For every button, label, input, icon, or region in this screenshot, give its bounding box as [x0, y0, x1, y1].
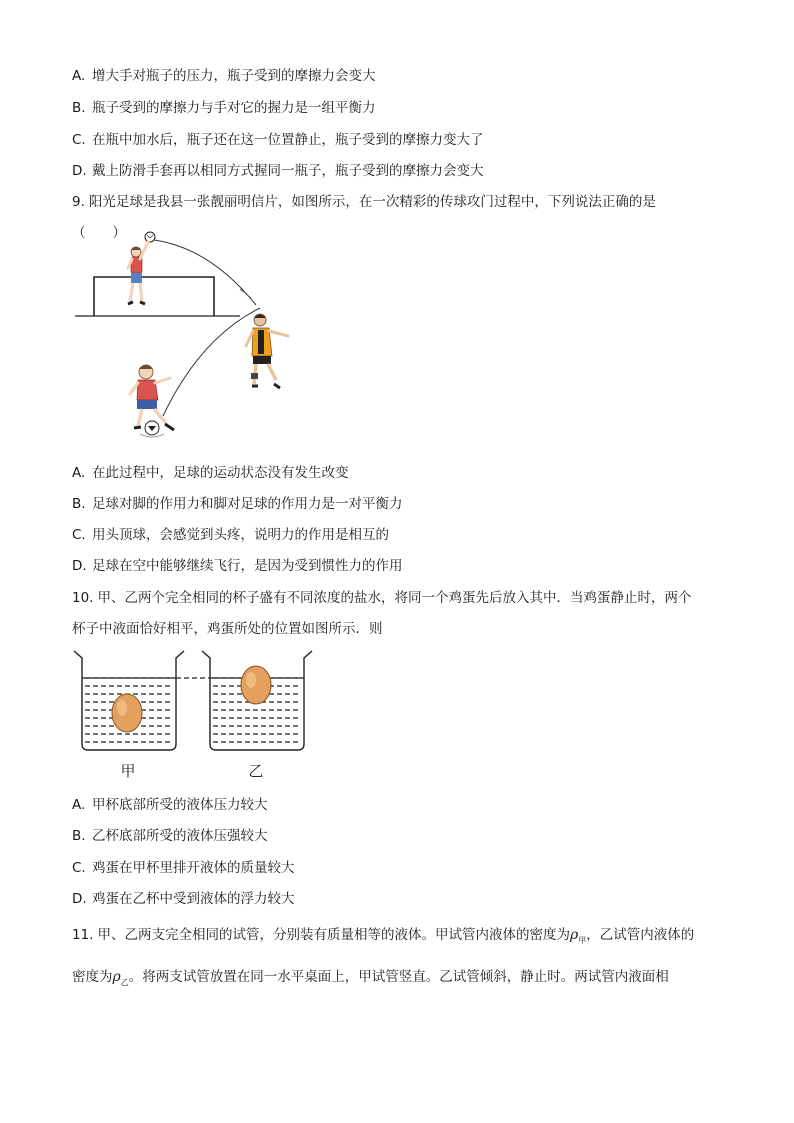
option-text: 鸡蛋在甲杯里排开液体的质量较大 [92, 860, 295, 876]
question-text: 。将两支试管放置在同一水平桌面上，甲试管竖直。乙试管倾斜，静止时。两试管内液面相 [128, 969, 669, 985]
beaker-yi [202, 651, 312, 750]
question-text: 密度为 [72, 969, 113, 985]
q8-option-a [72, 67, 376, 85]
option-text: 甲杯底部所受的液体压力较大 [92, 797, 268, 813]
option-text: 足球在空中能够继续飞行，是因为受到惯性力的作用 [92, 558, 403, 574]
question-number: 9. [72, 194, 85, 210]
option-text: 乙杯底部所受的液体压强较大 [92, 828, 268, 844]
density-symbol-jia: $\rho_甲$ [569, 927, 587, 945]
header-player-figure [246, 314, 288, 388]
q9-option-a [72, 464, 349, 482]
option-letter: D. [72, 163, 87, 179]
option-letter: A. [72, 465, 86, 481]
goal-frame [94, 277, 214, 316]
density-symbol-yi: $\rho_乙$ [112, 969, 129, 987]
q10-stem-line1 [72, 589, 691, 607]
option-letter: B. [72, 496, 86, 512]
question-text: 甲、乙两个完全相同的杯子盛有不同浓度的盐水，将同一个鸡蛋先后放入其中．当鸡蛋静止时，两个 [97, 590, 692, 606]
option-letter: A. [72, 797, 86, 813]
beaker-label-yi: 乙 [248, 762, 264, 780]
option-text: 鸡蛋在乙杯中受到液体的浮力较大 [92, 891, 295, 907]
option-letter: B. [72, 828, 86, 844]
option-text: 足球对脚的作用力和脚对足球的作用力是一对平衡力 [92, 496, 403, 512]
question-text: ，乙试管内液体的 [586, 927, 695, 943]
q9-option-b [72, 495, 403, 513]
trajectory-pass [163, 308, 260, 416]
q10-option-a [72, 796, 268, 814]
beakers-figure [70, 648, 320, 782]
question-number: 10. [72, 590, 94, 606]
soccer-figure [70, 228, 320, 440]
option-letter: D. [72, 558, 87, 574]
option-text: 瓶子受到的摩擦力与手对它的握力是一组平衡力 [92, 100, 376, 116]
q9-stem [72, 193, 656, 211]
option-text: 在瓶中加水后，瓶子还在这一位置静止，瓶子受到的摩擦力变大了 [92, 132, 484, 148]
q10-option-b [72, 827, 268, 845]
q9-option-c [72, 526, 389, 544]
q10-stem-line2: 杯子中液面恰好相平，鸡蛋所处的位置如图所示．则 [72, 621, 383, 637]
beaker-jia [74, 651, 184, 750]
option-text: 增大手对瓶子的压力，瓶子受到的摩擦力会变大 [92, 68, 376, 84]
beaker-label-jia: 甲 [120, 762, 136, 780]
question-text: 阳光足球是我县一张靓丽明信片，如图所示，在一次精彩的传球攻门过程中，下列说法正确的是 [88, 194, 656, 210]
q10-option-c [72, 859, 295, 877]
option-text: 用头顶球，会感觉到头疼，说明力的作用是相互的 [92, 527, 389, 543]
egg-icon [112, 694, 142, 732]
trajectory-shot [154, 240, 256, 305]
goalkeeper-figure [128, 232, 155, 304]
option-letter: A. [72, 68, 86, 84]
question-number: 11. [72, 927, 94, 943]
ball-icon [145, 232, 155, 242]
q8-option-c [72, 131, 484, 149]
q9-answer-blank: （ ） [72, 225, 126, 241]
option-letter: C. [72, 527, 86, 543]
q9-option-d [72, 557, 403, 575]
egg-icon [241, 666, 271, 704]
option-letter: C. [72, 860, 86, 876]
option-text: 戴上防滑手套再以相同方式握同一瓶子，瓶子受到的摩擦力会变大 [92, 163, 484, 179]
option-letter: D. [72, 891, 87, 907]
option-letter: B. [72, 100, 86, 116]
question-text: 甲、乙两支完全相同的试管，分别装有质量相等的液体。甲试管内液体的密度为 [97, 927, 570, 943]
q10-option-d [72, 890, 295, 908]
kicker-figure [130, 365, 174, 437]
q8-option-b [72, 99, 376, 117]
q11-stem-line1 [72, 926, 694, 950]
q11-stem-line2 [72, 968, 669, 992]
option-text: 在此过程中，足球的运动状态没有发生改变 [92, 465, 349, 481]
option-letter: C. [72, 132, 86, 148]
q8-option-d [72, 162, 484, 180]
